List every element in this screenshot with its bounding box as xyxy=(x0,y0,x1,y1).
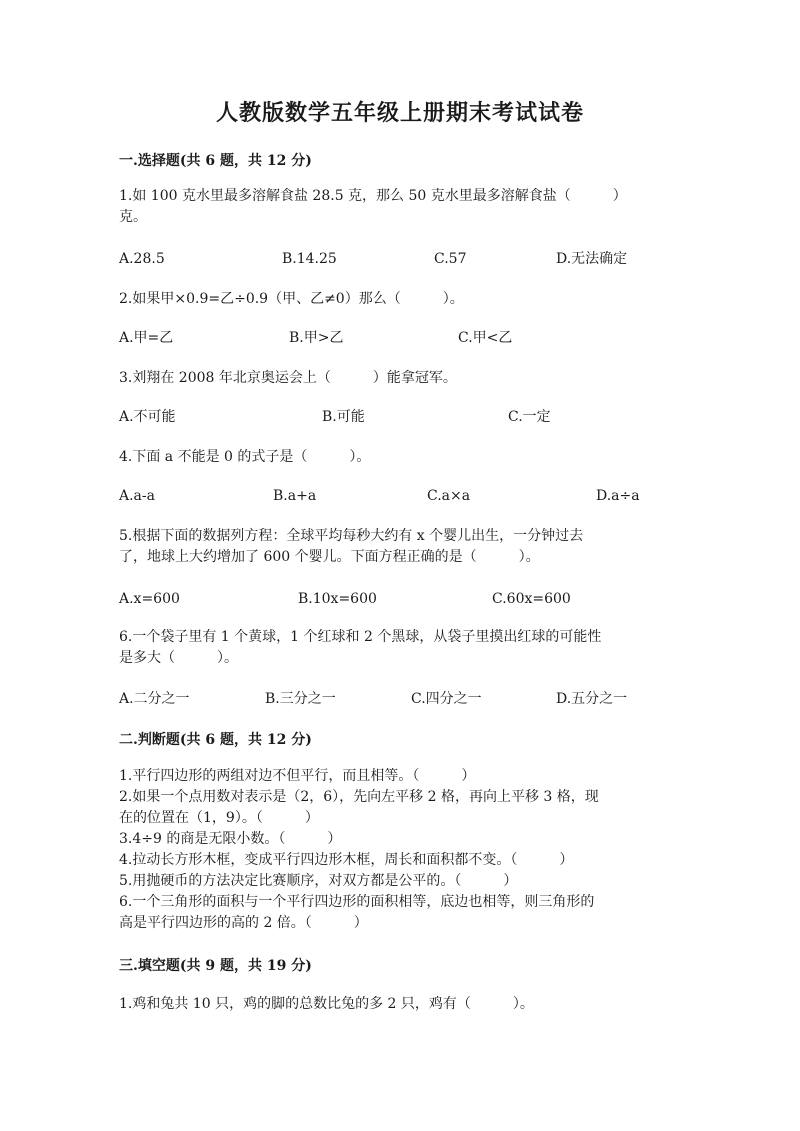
section-heading-true-false: 二.判断题(共 6 题，共 12 分) xyxy=(119,732,312,748)
question-3-line-1: 3.刘翔在 2008 年北京奥运会上（ ）能拿冠军。 xyxy=(119,370,457,386)
question-5-option-b: B.10x=600 xyxy=(298,591,377,607)
question-2-option-c: C.甲<乙 xyxy=(458,330,513,346)
question-4-option-a: A.a-a xyxy=(119,488,155,504)
question-1-line-2: 克。 xyxy=(119,209,147,225)
question-2-line-1: 2.如果甲×0.9=乙÷0.9（甲、乙≠0）那么（ ）。 xyxy=(119,291,464,307)
true-false-item-6-line-1: 6.一个三角形的面积与一个平行四边形的面积相等，底边也相等，则三角形的 xyxy=(119,894,595,910)
question-5-line-1: 5.根据下面的数据列方程：全球平均每秒大约有 x 个婴儿出生，一分钟过去 xyxy=(119,528,584,544)
question-1-option-a: A.28.5 xyxy=(119,251,165,267)
question-1-line-1: 1.如 100 克水里最多溶解食盐 28.5 克，那么 50 克水里最多溶解食盐（ ） xyxy=(119,188,627,204)
question-2-option-b: B.甲>乙 xyxy=(289,330,344,346)
question-6-option-a: A.二分之一 xyxy=(119,691,190,707)
question-4-option-d: D.a÷a xyxy=(596,488,640,504)
question-2-option-a: A.甲=乙 xyxy=(119,330,174,346)
true-false-item-6-line-2: 高是平行四边形的高的 2 倍。（ ） xyxy=(119,915,368,931)
true-false-list xyxy=(119,766,689,934)
question-6-line-1: 6.一个袋子里有 1 个黄球，1 个红球和 2 个黑球，从袋子里摸出红球的可能性 xyxy=(119,629,602,645)
section-heading-choice: 一.选择题(共 6 题，共 12 分) xyxy=(119,153,312,169)
true-false-item-4: 4.拉动长方形木框，变成平行四边形木框，周长和面积都不变。（ ） xyxy=(119,852,574,868)
question-6-option-d: D.五分之一 xyxy=(556,691,628,707)
question-3-option-c: C.一定 xyxy=(508,409,551,425)
question-1-option-c: C.57 xyxy=(434,251,467,267)
fill-blank-item-1: 1.鸡和兔共 10 只，鸡的脚的总数比兔的多 2 只，鸡有（ ）。 xyxy=(119,996,534,1012)
question-6-option-b: B.三分之一 xyxy=(265,691,336,707)
question-3-option-a: A.不可能 xyxy=(119,409,176,425)
question-3-option-b: B.可能 xyxy=(322,409,365,425)
question-6-option-c: C.四分之一 xyxy=(411,691,482,707)
true-false-item-3: 3.4÷9 的商是无限小数。（ ） xyxy=(119,831,342,847)
true-false-item-2-line-1: 2.如果一个点用数对表示是（2，6），先向左平移 2 格，再向上平移 3 格，现 xyxy=(119,789,599,805)
page-title: 人教版数学五年级上册期末考试试卷 xyxy=(215,100,584,126)
question-4-line-1: 4.下面 a 不能是 0 的式子是（ ）。 xyxy=(119,449,371,465)
question-5-option-c: C.60x=600 xyxy=(492,591,571,607)
question-6-line-2: 是多大（ ）。 xyxy=(119,650,238,666)
question-5-line-2: 了，地球上大约增加了 600 个婴儿。下面方程正确的是（ ）。 xyxy=(119,549,540,565)
question-4-option-c: C.a×a xyxy=(427,488,471,504)
question-4-option-b: B.a+a xyxy=(273,488,317,504)
true-false-item-2-line-2: 在的位置在（1，9）。（ ） xyxy=(119,810,319,826)
section-heading-fill-blank: 三.填空题(共 9 题，共 19 分) xyxy=(119,958,312,974)
true-false-item-1: 1.平行四边形的两组对边不但平行，而且相等。（ ） xyxy=(119,768,476,784)
question-1-option-b: B.14.25 xyxy=(282,251,337,267)
true-false-item-5: 5.用抛硬币的方法决定比赛顺序，对双方都是公平的。（ ） xyxy=(119,873,518,889)
question-1-option-d: D.无法确定 xyxy=(556,251,628,267)
question-5-option-a: A.x=600 xyxy=(119,591,180,607)
